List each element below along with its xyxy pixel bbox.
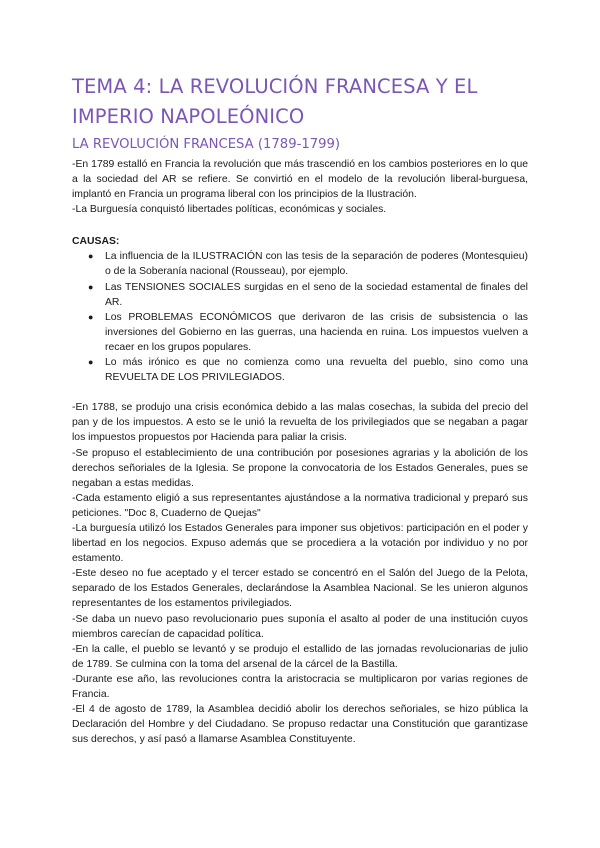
body-paragraph: -El 4 de agosto de 1789, la Asamblea decidió abolir los derechos señoriales, se hizo pública la Declaración del Hombre y del Ciudadano. Se propuso redactar una Constitución que garantizase sus derechos, y así pasó a llamarse Asamblea Constituyente. — [72, 704, 528, 746]
causa-text: Lo más irónico es que no comienza como una revuelta del pueblo, sino como una REVUELTA DE LOS PRIVILEGIADOS. — [105, 357, 528, 384]
causa-item — [88, 280, 528, 310]
bullet-icon: ● — [88, 281, 94, 292]
bullet-icon: ● — [88, 311, 94, 322]
body-paragraph: -Este deseo no fue aceptado y el tercer estado se concentró en el Salón del Juego de la Pelota, separado de los Estados Generales, declarándose la Asamblea Nacional. Se les unieron algunos representantes de los estamentos privilegiados. — [72, 568, 528, 610]
causa-item — [88, 310, 528, 355]
intro-paragraph-1: -En 1789 estalló en Francia la revolución que más trascendió en los cambios posteriores en lo que a la sociedad del AR se refiere. Se convirtió en el modelo de la revolución liberal-burguesa, implantó en Francia un programa liberal con los principios de la Ilustración. — [72, 159, 528, 201]
intro-paragraph-2: -La Burguesía conquistó libertades políticas, económicas y sociales. — [72, 204, 387, 216]
spacer — [72, 385, 528, 400]
body-paragraph: -Se propuso el establecimiento de una contribución por posesiones agrarias y la abolición de los derechos señoriales de la Iglesia. Se propone la convocatoria de los Estados Generales, pues se negaban a estas medidas. — [72, 447, 528, 489]
body-paragraph: -Durante ese año, las revoluciones contra la aristocracia se multiplicaron por varias regiones de Francia. — [72, 673, 528, 700]
body-paragraph: -Cada estamento eligió a sus representantes ajustándose a la normativa tradicional y preparó sus peticiones. "Doc 8, Cuaderno de Quejas" — [72, 492, 528, 519]
causas-list — [72, 249, 528, 385]
causa-text: La influencia de la ILUSTRACIÓN con las tesis de la separación de poderes (Montesquieu) o de la Soberanía nacional (Rousseau), por ejemplo. — [105, 251, 528, 278]
section-heading: LA REVOLUCIÓN FRANCESA (1789-1799) — [72, 137, 341, 152]
causas-heading: CAUSAS: — [72, 236, 120, 248]
causa-text: Las TENSIONES SOCIALES surgidas en el seno de la sociedad estamental de finales del AR. — [105, 281, 528, 308]
bullet-icon: ● — [88, 357, 94, 368]
bullet-icon: ● — [88, 251, 94, 262]
causa-item — [88, 249, 528, 279]
body-paragraph: -Se daba un nuevo paso revolucionario pues suponía el asalto al poder de una institución cuyos miembros carecían de capacidad política. — [72, 613, 528, 640]
body-paragraph: -La burguesía utilizó los Estados Generales para imponer sus objetivos: participación en el poder y libertad en los negocios. Expuso además que se procediera a la votación por individuo y no por estamento. — [72, 522, 528, 565]
body-paragraph: -En 1788, se produjo una crisis económica debido a las malas cosechas, la subida del precio del pan y de los impuestos. A esto se le unió la revuelta de los privilegiados que se negaban a pagar los impuestos propuestos por Hacienda para paliar la crisis. — [72, 402, 528, 444]
causa-text: Los PROBLEMAS ECONÓMICOS que derivaron de las crisis de subsistencia o las inversiones del Gobierno en las guerras, una hacienda en ruina. Los impuestos vuelven a recaer en los grupos populares. — [105, 311, 528, 353]
document-title: TEMA 4: LA REVOLUCIÓN FRANCESA Y EL IMPERIO NAPOLEÓNICO — [72, 75, 478, 128]
body-paragraph: -En la calle, el pueblo se levantó y se produjo el estallido de las jornadas revolucionarias de julio de 1789. Se culmina con la toma del arsenal de la cárcel de la Bastilla. — [72, 643, 528, 670]
causa-item — [88, 355, 528, 385]
